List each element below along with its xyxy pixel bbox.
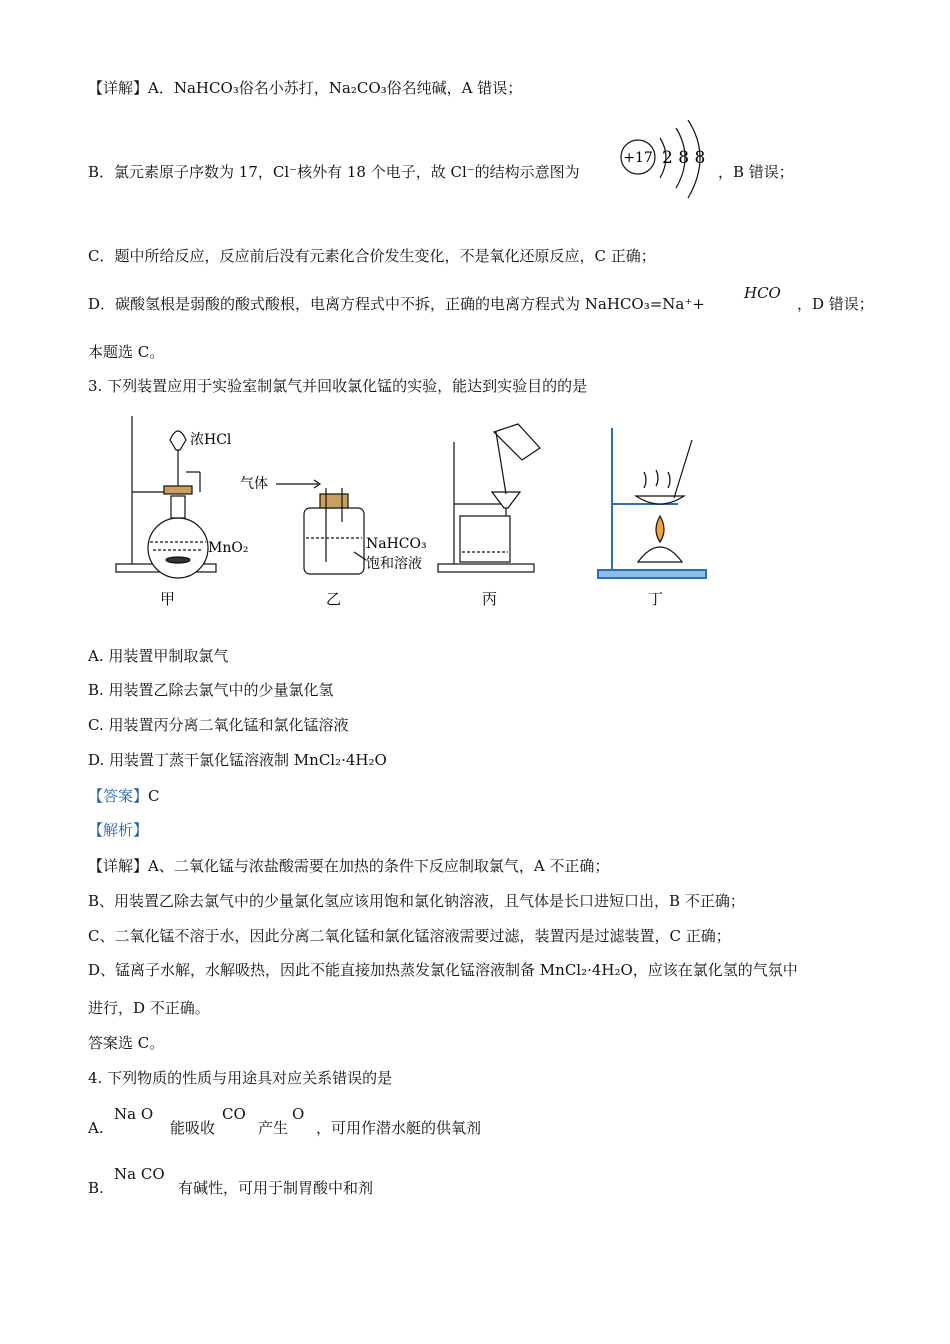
q4-option-b-text: 有碱性，可用于制胃酸中和剂 [178, 1179, 374, 1197]
q4-option-b-label: B. [88, 1179, 104, 1197]
q2-conclusion: 本题选 C。 [88, 343, 165, 361]
apparatus-bing [438, 424, 540, 572]
chloride-ion-structure-diagram [612, 120, 722, 200]
q4-stem: 4. 下列物质的性质与用途具对应关系错误的是 [88, 1069, 393, 1087]
label-yi: 乙 [326, 590, 342, 608]
q2-detail-a-text: A．NaHCO₃俗名小苏打，Na₂CO₃俗名纯碱，A 错误； [148, 79, 523, 97]
answer-label: 【答案】 [88, 787, 149, 805]
q3-stem: 3. 下列装置应用于实验室制氯气并回收氯化锰的实验，能达到实验目的的是 [88, 377, 588, 395]
q4-option-a-label: A. [88, 1119, 104, 1137]
apparatus-yi [276, 480, 366, 574]
q3-detail-c: C、二氧化锰不溶于水，因此分离二氧化锰和氯化锰溶液需要过滤，装置丙是过滤装置，C 正确； [88, 927, 731, 945]
label-ding: 丁 [648, 590, 664, 608]
q2-detail-d-text: D．碳酸氢根是弱酸的酸式酸根，电离方程式中不拆，正确的电离方程式为 NaHCO₃=Na⁺+ [88, 295, 705, 313]
label-hcl: 浓HCl [190, 432, 232, 448]
q4-option-a-text2: 产生 [258, 1119, 289, 1137]
q2-detail-b [88, 162, 580, 182]
q3-detail-b: B、用装置乙除去氯气中的少量氯化氢应该用饱和氯化钠溶液，且气体是长口进短口出，B 不正确； [88, 892, 745, 910]
atom-nucleus: +17 [623, 150, 653, 166]
q4-formula-co2: CO [222, 1105, 246, 1123]
q3-option-d: D. 用装置丁蒸干氯化锰溶液制 MnCl₂·4H₂O [88, 751, 387, 769]
q2-detail-d-end: ，D 错误； [797, 295, 874, 313]
q3-option-a: A. 用装置甲制取氯气 [88, 647, 229, 665]
q3-detail-d1: D、锰离子水解，水解吸热，因此不能直接加热蒸发氯化锰溶液制备 MnCl₂·4H₂O，应该在氯化氢的气氛中 [88, 961, 798, 979]
label-bing: 丙 [482, 590, 498, 608]
bicarbonate-formula: HCO [744, 284, 781, 302]
label-mno2: MnO₂ [208, 540, 249, 556]
q4-formula-na2o2: Na O [114, 1105, 154, 1123]
q2-detail-d [88, 294, 705, 314]
detail-label: 【详解】 [88, 79, 149, 97]
q3-detail-d2: 进行，D 不正确。 [88, 999, 210, 1017]
q4-formula-na2co3: Na CO [114, 1165, 165, 1183]
label-gas: 气体 [240, 476, 268, 492]
q3-conclusion: 答案选 C。 [88, 1034, 165, 1052]
q3-option-b: B. 用装置乙除去氯气中的少量氯化氢 [88, 681, 334, 699]
answer-value: C [148, 787, 160, 805]
q3-analysis-label: 【解析】 [88, 821, 149, 839]
q2-detail-c: C．题中所给反应，反应前后没有元素化合价发生变化，不是氧化还原反应，C 正确； [88, 247, 656, 265]
q3-detail-a: 【详解】A、二氧化锰与浓盐酸需要在加热的条件下反应制取氯气，A 不正确； [88, 857, 610, 875]
q3-option-c: C. 用装置丙分离二氧化锰和氯化锰溶液 [88, 716, 349, 734]
atom-shells: 2 8 8 [662, 148, 706, 168]
q2-detail-b-end: ，B 错误； [718, 163, 794, 181]
q4-formula-o2: O [292, 1105, 305, 1123]
label-saturated: 饱和溶液 [366, 556, 422, 572]
q2-detail-a [88, 78, 522, 98]
label-jia: 甲 [160, 590, 176, 608]
q4-option-a-text1: 能吸收 [170, 1119, 216, 1137]
apparatus-figure [108, 412, 728, 612]
q2-detail-b-text: B．氯元素原子序数为 17，Cl⁻核外有 18 个电子，故 Cl⁻的结构示意图为 [88, 163, 580, 181]
q4-option-a-text3: ，可用作潜水艇的供氧剂 [316, 1119, 482, 1137]
q3-answer [88, 786, 160, 806]
label-nahco3: NaHCO₃ [366, 536, 427, 552]
